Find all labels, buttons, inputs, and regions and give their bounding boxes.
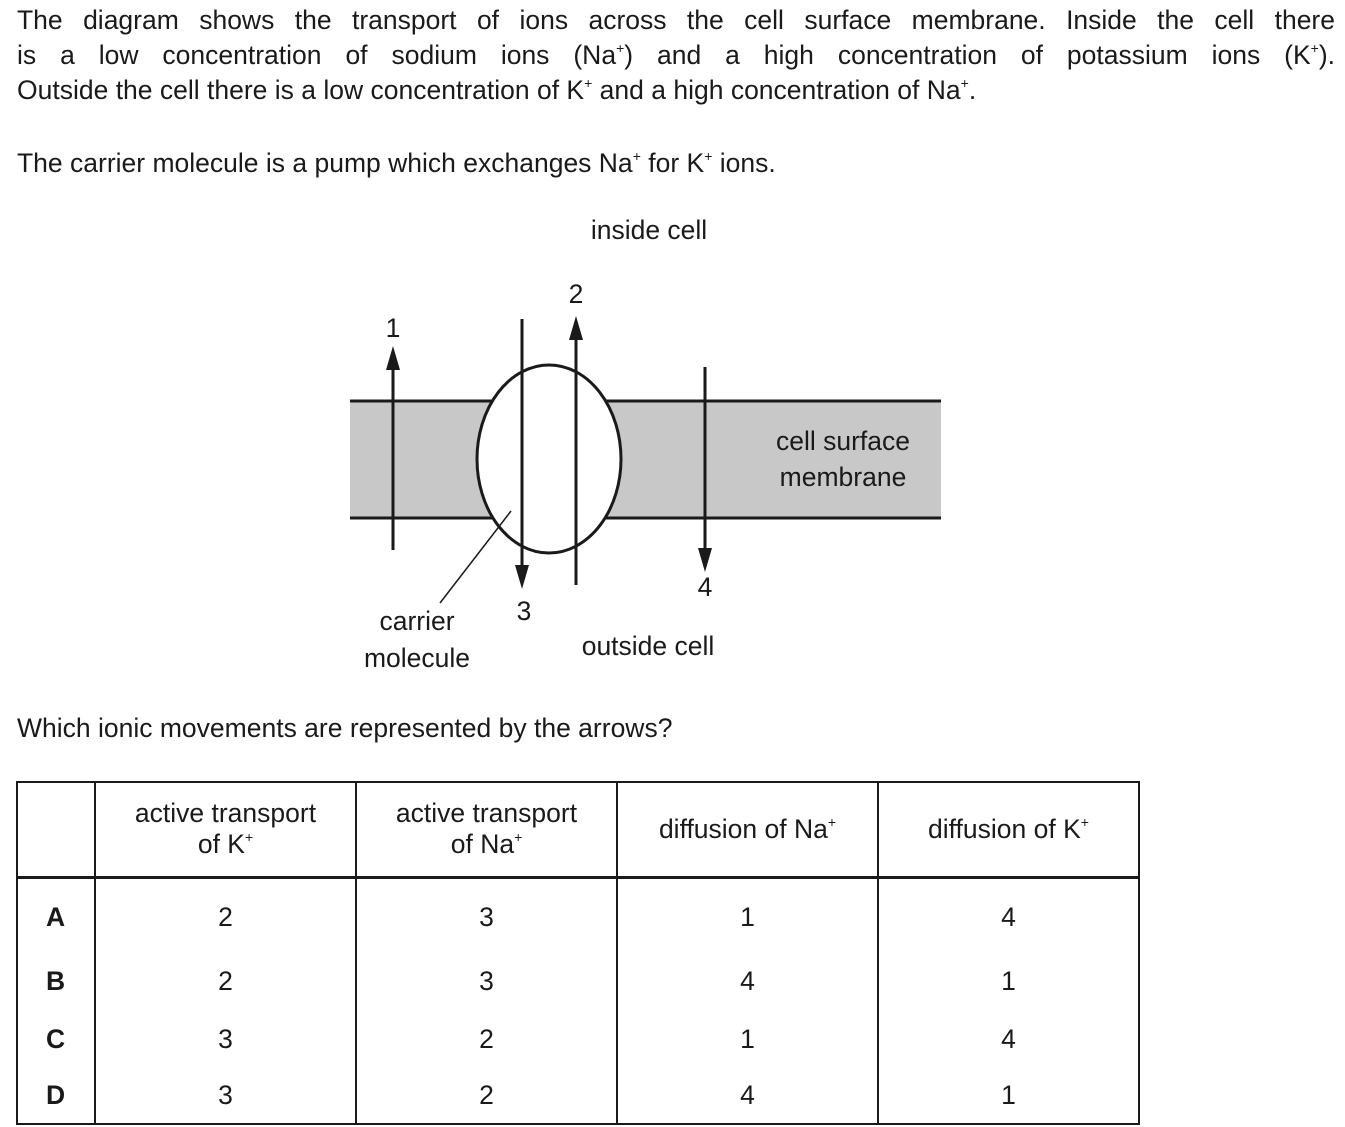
option-label: A xyxy=(17,877,95,953)
carrier-label-line-2: molecule xyxy=(363,643,471,673)
table-cell: 2 xyxy=(356,1011,617,1069)
membrane-band xyxy=(350,401,941,518)
table-cell: 4 xyxy=(878,1011,1139,1069)
table-cell: 3 xyxy=(356,877,617,953)
question-text: Which ionic movements are represented by the arrows? xyxy=(17,713,673,743)
table-cell: 1 xyxy=(878,953,1139,1011)
table-cell: 4 xyxy=(617,1069,878,1124)
header-active-transport-na: active transport of Na+ xyxy=(356,782,617,877)
outside-cell-label: outside cell xyxy=(581,631,715,661)
table-cell: 1 xyxy=(878,1069,1139,1124)
table-row xyxy=(17,877,1139,953)
table-cell: 2 xyxy=(95,953,356,1011)
arrow-label-3: 3 xyxy=(516,596,532,626)
arrow-label-4: 4 xyxy=(697,572,713,602)
membrane-label-line-1: cell surface xyxy=(775,426,911,456)
membrane-label-line-2: membrane xyxy=(779,462,907,492)
table-cell: 3 xyxy=(356,953,617,1011)
table-cell: 4 xyxy=(878,877,1139,953)
table-header-row xyxy=(17,782,1139,877)
answer-table xyxy=(16,781,1140,1125)
header-empty-cell xyxy=(17,782,95,877)
header-active-transport-k: active transport of K+ xyxy=(95,782,356,877)
intro-line-2: is a low concentration of sodium ions (Na+) and a high concentration of potassium ions (K+). xyxy=(17,40,1335,70)
table-row xyxy=(17,953,1139,1011)
arrow-label-1: 1 xyxy=(385,313,401,343)
header-diffusion-k: diffusion of K+ xyxy=(878,782,1139,877)
option-label: D xyxy=(17,1069,95,1124)
option-label: C xyxy=(17,1011,95,1069)
carrier-molecule-shape xyxy=(477,365,621,553)
table-row xyxy=(17,1069,1139,1124)
header-diffusion-na: diffusion of Na+ xyxy=(617,782,878,877)
table-cell: 2 xyxy=(95,877,356,953)
intro-line-1: The diagram shows the transport of ions across the cell surface membrane. Inside the cell there xyxy=(17,5,1335,35)
intro-line-3: Outside the cell there is a low concentration of K+ and a high concentration of Na+. xyxy=(17,75,977,105)
carrier-label-line-1: carrier xyxy=(379,606,455,636)
table-cell: 4 xyxy=(617,953,878,1011)
inside-cell-label: inside cell xyxy=(590,215,708,245)
table-row xyxy=(17,1011,1139,1069)
table-cell: 3 xyxy=(95,1069,356,1124)
arrow-label-2: 2 xyxy=(568,279,584,309)
table-cell: 3 xyxy=(95,1011,356,1069)
table-cell: 1 xyxy=(617,1011,878,1069)
carrier-pointer-line xyxy=(440,511,511,603)
option-label: B xyxy=(17,953,95,1011)
pump-statement: The carrier molecule is a pump which exchanges Na+ for K+ ions. xyxy=(17,148,776,178)
table-cell: 1 xyxy=(617,877,878,953)
table-cell: 2 xyxy=(356,1069,617,1124)
